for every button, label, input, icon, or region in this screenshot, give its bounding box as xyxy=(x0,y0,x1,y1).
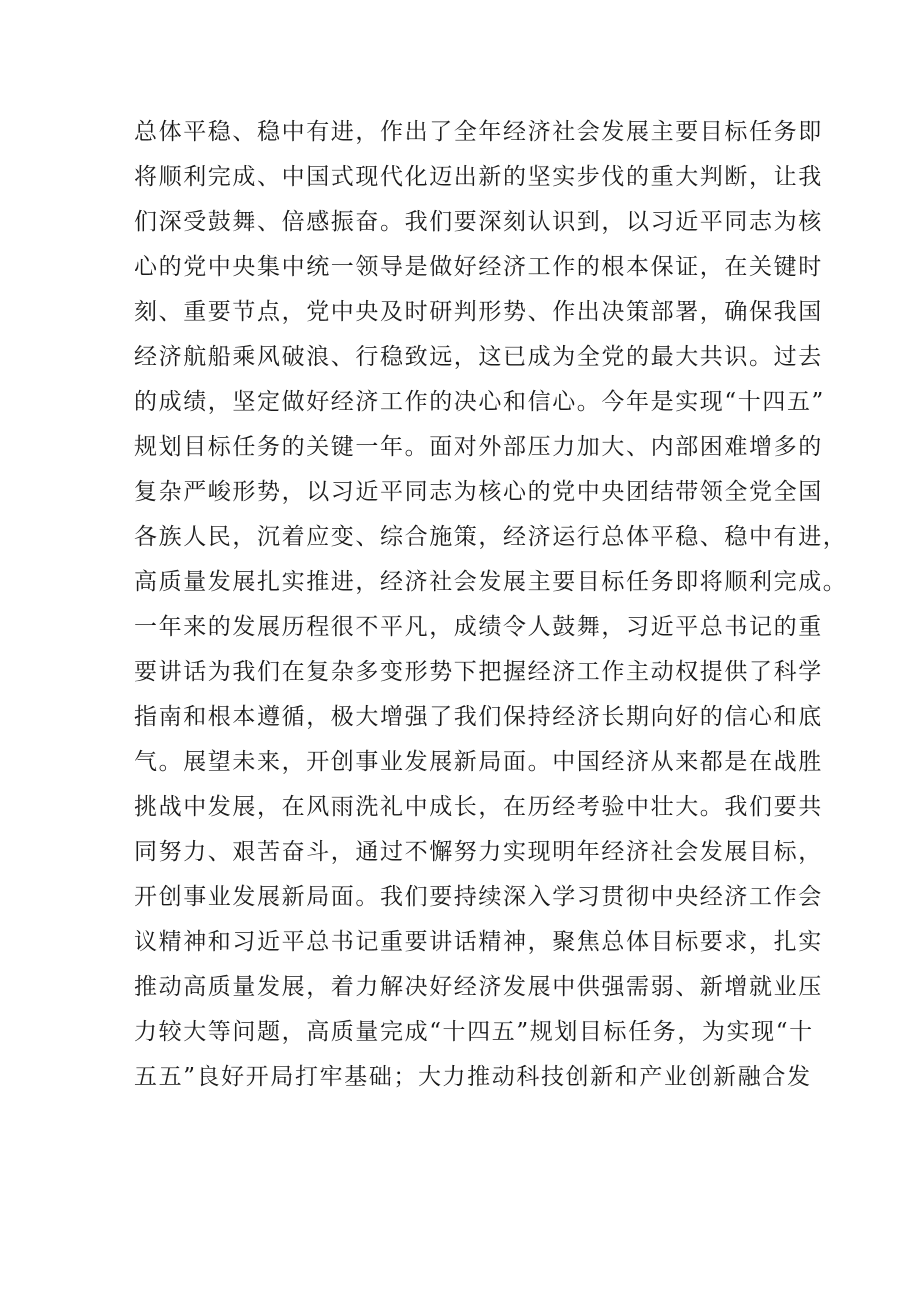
text-line: 经济航船乘风破浪、行稳致远，这已成为全党的最大共识。过去 xyxy=(134,344,823,370)
text-line: 议精神和习近平总书记重要讲话精神，聚焦总体目标要求，扎实 xyxy=(134,929,823,955)
text-line: 心的党中央集中统一领导是做好经济工作的根本保证，在关键时 xyxy=(134,254,823,280)
body-text xyxy=(134,110,848,1100)
text-line: 同努力、艰苦奋斗，通过不懈努力实现明年经济社会发展目标， xyxy=(134,839,823,865)
text-line: 挑战中发展，在风雨洗礼中成长，在历经考验中壮大。我们要共 xyxy=(134,794,823,820)
text-line: 五五”良好开局打牢基础；大力推动科技创新和产业创新融合发 xyxy=(134,1064,812,1090)
text-line: 复杂严峻形势，以习近平同志为核心的党中央团结带领全党全国 xyxy=(134,479,823,505)
text-line: 指南和根本遵循，极大增强了我们保持经济长期向好的信心和底 xyxy=(134,704,823,730)
text-line: 气。展望未来，开创事业发展新局面。中国经济从来都是在战胜 xyxy=(134,749,823,775)
text-line: 开创事业发展新局面。我们要持续深入学习贯彻中央经济工作会 xyxy=(134,884,823,910)
text-line: 一年来的发展历程很不平凡，成绩令人鼓舞，习近平总书记的重 xyxy=(134,614,823,640)
text-line: 将顺利完成、中国式现代化迈出新的坚实步伐的重大判断，让我 xyxy=(134,164,823,190)
text-line: 力较大等问题，高质量完成“十四五”规划目标任务，为实现“十 xyxy=(134,1019,814,1045)
text-line: 高质量发展扎实推进，经济社会发展主要目标任务即将顺利完成。 xyxy=(134,569,848,595)
text-line: 的成绩，坚定做好经济工作的决心和信心。今年是实现“十四五” xyxy=(134,389,825,415)
text-line: 总体平稳、稳中有进，作出了全年经济社会发展主要目标任务即 xyxy=(134,119,823,145)
text-line: 推动高质量发展，着力解决好经济发展中供强需弱、新增就业压 xyxy=(134,974,823,1000)
text-line: 要讲话为我们在复杂多变形势下把握经济工作主动权提供了科学 xyxy=(134,659,823,685)
text-line: 刻、重要节点，党中央及时研判形势、作出决策部署，确保我国 xyxy=(134,299,823,325)
text-line: 各族人民，沉着应变、综合施策，经济运行总体平稳、稳中有进， xyxy=(134,524,848,550)
text-line: 们深受鼓舞、倍感振奋。我们要深刻认识到，以习近平同志为核 xyxy=(134,209,823,235)
text-line: 规划目标任务的关键一年。面对外部压力加大、内部困难增多的 xyxy=(134,434,823,460)
